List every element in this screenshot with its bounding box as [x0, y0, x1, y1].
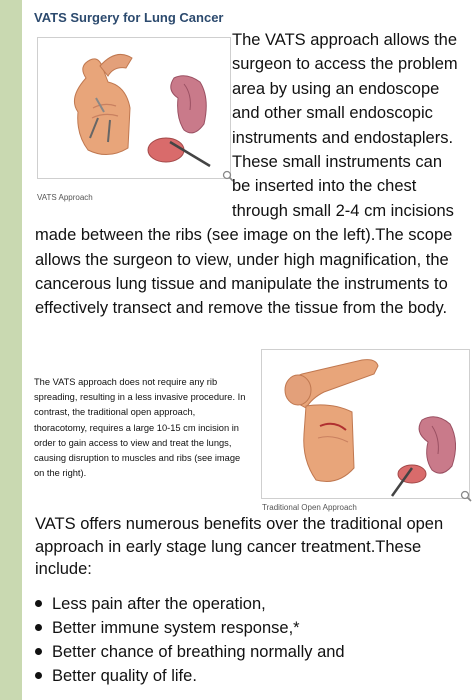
bullet-dot-icon — [35, 672, 42, 679]
thoracotomy-illustration — [262, 350, 469, 498]
magnifier-icon[interactable] — [460, 490, 472, 502]
article-title: VATS Surgery for Lung Cancer — [34, 10, 224, 25]
comparison-paragraph: The VATS approach does not require any rib spreading, resulting in a less invasive procedure. In contrast, the traditional open approach, thoracotomy, requires a large 10-15 cm incision in order to gain access to view and treat the lungs, causing disruption to muscles and ribs (see image on the right). — [34, 377, 246, 479]
figure-caption-vats: VATS Approach — [37, 193, 93, 202]
benefit-item — [35, 640, 463, 664]
bullet-dot-icon — [35, 648, 42, 655]
benefit-text: Less pain after the operation, — [52, 595, 266, 613]
intro-text: The VATS approach allows the surgeon to access the problem area by using an endoscope and other small endoscopic instruments and endostaplers. These small instruments can be inserted into the chest through small 2-4 cm incisions made between the ribs (see image on the left).The scope allows the surgeon to view, under high magnification, the cancerous lung tissue and manipulate the instruments to effectively transect and remove the tissue from the body. — [35, 31, 458, 318]
benefits-intro-paragraph: VATS offers numerous benefits over the traditional open approach in early stage lung cancer treatment.These include: — [35, 515, 444, 578]
benefit-item — [35, 664, 463, 688]
benefit-text: Better immune system response,* — [52, 619, 300, 637]
benefits-list — [35, 592, 463, 688]
benefit-item — [35, 592, 463, 616]
figure-open-approach[interactable] — [261, 349, 470, 499]
article-page — [22, 0, 474, 700]
bullet-dot-icon — [35, 624, 42, 631]
benefit-item — [35, 616, 463, 640]
intro-paragraph — [35, 28, 463, 321]
bullet-dot-icon — [35, 600, 42, 607]
benefit-text: Better chance of breathing normally and — [52, 643, 345, 661]
figure-caption-open: Traditional Open Approach — [262, 503, 357, 512]
figure-float-space — [35, 28, 232, 223]
benefit-text: Better quality of life. — [52, 667, 197, 685]
